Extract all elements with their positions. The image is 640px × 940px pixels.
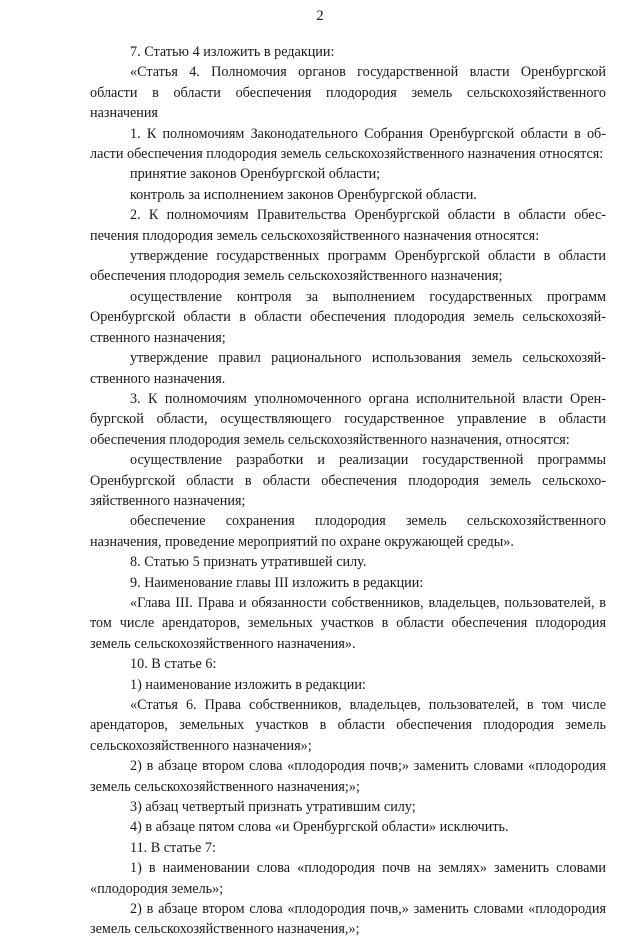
paragraph: утверждение правил рационального использования земель сельскохозяйственного назначения. xyxy=(90,350,606,387)
paragraph: 2) в абзаце втором слова «плодородия почв;» заменить словами «плодородия земель сельскохозяйственного назначения;»; xyxy=(90,758,606,795)
paragraph: 1) наименование изложить в редакции: xyxy=(130,676,366,693)
paragraph: обеспечение сохранения плодородия земель сельскохозяйственного назначения, проведение мероприятий по охране окружающей среды». xyxy=(90,513,606,550)
paragraph: 2) в абзаце втором слова «плодородия почв,» заменить словами «плодородия земель сельскохозяйственного назначения,»; xyxy=(90,901,606,938)
paragraph: принятие законов Оренбургской области; xyxy=(130,166,381,183)
document-body xyxy=(90,42,606,940)
paragraph: утверждение государственных программ Оренбургской области в области обеспечения плодородия земель сельскохозяйственного назначения; xyxy=(90,248,606,285)
paragraph: 8. Статью 5 признать утратившей силу. xyxy=(130,554,367,571)
paragraph: 3. К полномочиям уполномоченного органа исполнительной власти Оренбургской области, осуществляющего государственное управление в области обеспечения плодородия земель сельскохозяйственного назначения, относятся: xyxy=(90,390,606,448)
paragraph: 1) в наименовании слова «плодородия почв на землях» заменить словами «плодородия земель»; xyxy=(90,860,606,897)
paragraph: 10. В статье 6: xyxy=(130,656,217,673)
paragraph: 11. В статье 7: xyxy=(130,839,216,856)
paragraph: 4) в абзаце пятом слова «и Оренбургской области» исключить. xyxy=(130,819,509,836)
paragraph: «Статья 4. Полномочия органов государственной власти Оренбургской области в области обеспечения плодородия земель сельскохозяйственного назначения xyxy=(90,64,606,122)
paragraph: 7. Статью 4 изложить в редакции: xyxy=(130,44,335,60)
paragraph: осуществление разработки и реализации государственной программы Оренбургской области в области обеспечения плодородия земель сельскохозяйственного назначения; xyxy=(90,452,606,509)
paragraph: 1. К полномочиям Законодательного Собрания Оренбургской области в области обеспечения плодородия земель сельскохозяйственного назначения относятся: xyxy=(90,125,606,163)
paragraph: «Статья 6. Права собственников, владельцев, пользователей, в том числе арендаторов, земельных участков в области обеспечения плодородия земель сельскохозяйственного назначения»; xyxy=(90,697,606,754)
paragraph: осуществление контроля за выполнением государственных программ Оренбургской области в области обеспечения плодородия земель сельскохозяйственного назначения; xyxy=(90,288,606,346)
paragraph: контроль за исполнением законов Оренбургской области. xyxy=(130,186,477,203)
paragraph: 2. К полномочиям Правительства Оренбургской области в области обеспечения плодородия земель сельскохозяйственного назначения относятся: xyxy=(90,207,606,244)
paragraph: 9. Наименование главы III изложить в редакции: xyxy=(130,574,424,591)
paragraph: 3) абзац четвертый признать утратившим силу; xyxy=(130,799,416,816)
page-number: 2 xyxy=(316,8,324,24)
paragraph: «Глава III. Права и обязанности собственников, владельцев, пользователей, в том числе арендаторов, земельных участков в области обеспечения плодородия земель сельскохозяйственного назначения». xyxy=(90,594,606,652)
